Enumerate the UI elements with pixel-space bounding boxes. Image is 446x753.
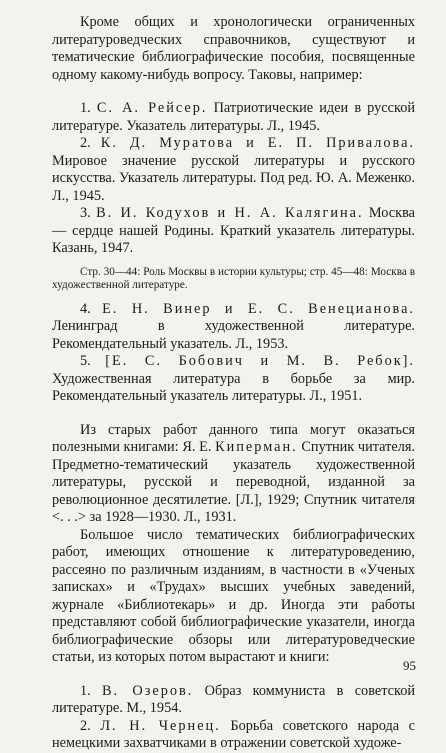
entry-note: Стр. 30—44: Роль Москвы в истории культуры; стр. 45—48: Москва в художественной литературе. — [52, 265, 415, 291]
bib-entry: 4. Е. Н. Винер и Е. С. Венецианова. Ленинград в художественной литературе. Рекомендательный указатель. Л., 1953. — [52, 300, 415, 352]
bib-entry: 1. С. А. Рейсер. Патриотические идеи в русской литературе. Указатель литературы. Л., 1945. — [52, 100, 416, 134]
thematic-works-paragraph: Большое число тематических библиографических работ, имеющих отношение к литературоведению, рассеяно по различным изданиям, в частности в «Ученых записках» и «Трудах» высших учебных заведений, журнале «Библиотекарь» и др. Иногда эти работы представляют собой библиографические указатели, иногда библиографические обзоры или литературоведческие статьи, из которых потом вырастают и книги: — [52, 526, 415, 665]
entry-author: Л. Н. Чернец. — [100, 717, 221, 734]
page-number: 95 — [403, 658, 416, 673]
text-column — [52, 14, 415, 753]
bib-entry: 2. К. Д. Муратова и Е. П. Привалова. Мировое значение русской литературы и русского искусства. Указатель литературы. Под ред. Ю. А. Меженко. Л., 1945. — [52, 135, 415, 204]
entry-author: [Е. С. Бобович и М. В. Ребок]. — [105, 353, 416, 369]
entry-author: К. Д. Муратова и Е. П. Привалова. — [100, 135, 415, 151]
entry-author: Е. Н. Винер и Е. С. Венецианова. — [102, 300, 415, 317]
bib-entry: 2. Л. Н. Чернец. Борьба советского народа с немецкими захватчиками в отражении советской художе- — [52, 717, 416, 751]
entry-author: С. А. Рейсер. — [96, 100, 208, 116]
bib-entry: 1. В. Озеров. Образ коммуниста в советской литературе. М., 1954. — [52, 682, 415, 716]
entry-author: Киперман. — [215, 439, 298, 455]
intro-paragraph: Кроме общих и хронологически ограниченных литературоведческих справочников, существуют и тематические библиографические пособия, посвященные одному какому-нибудь вопросу. Таковы, например: — [52, 14, 415, 83]
entry-author: В. Озеров. — [102, 682, 194, 699]
bib-entry: 5. [Е. С. Бобович и М. В. Ребок]. Художественная литература в борьбе за мир. Рекомендательный указатель литературы. Л., 1951. — [52, 353, 416, 404]
old-works-paragraph: Из старых работ данного типа могут оказаться полезными книгами: Я. Е. Киперман. Спутник читателя. Предметно-тематический указатель художественной литературы, русской и переводной, изданной за революционное десятилетие. [Л.], 1929; Спутник читателя <. . .> за 1928—1930. Л., 1931. — [52, 421, 416, 525]
bib-entry: 3. В. И. Кодухов и Н. А. Калягина. Москва — сердце нашей Родины. Краткий указатель литературы. Казань, 1947. — [52, 205, 415, 256]
entry-author: В. И. Кодухов и Н. А. Калягина. — [96, 205, 364, 221]
